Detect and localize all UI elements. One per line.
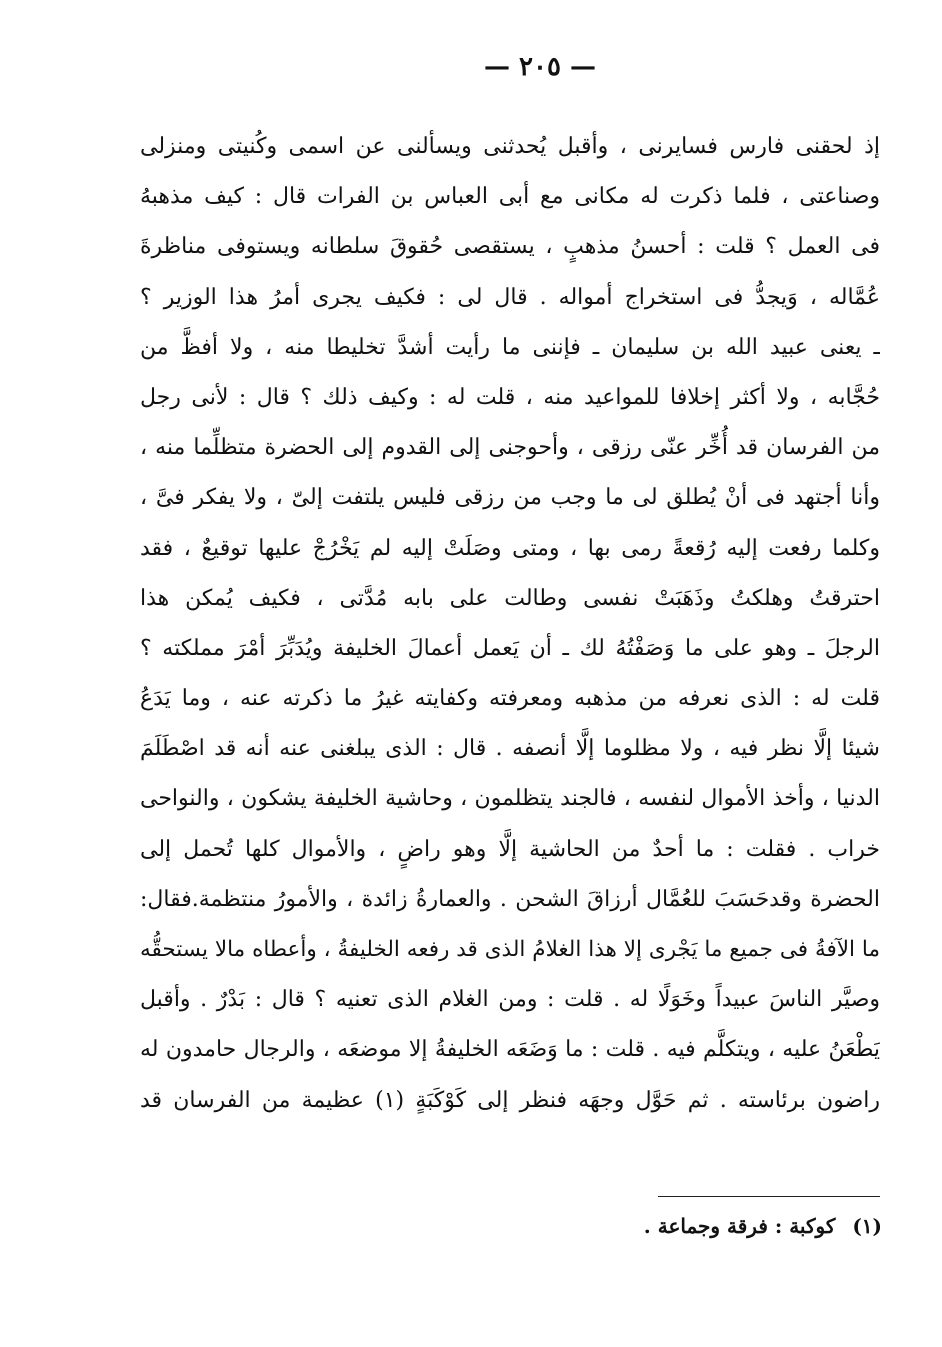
- footnote-text: كوكبة : فرقة وجماعة .: [643, 1214, 836, 1238]
- text-line: الرجلَ ـ وهو على ما وَصَفْتُهُ لك ـ أن يَعمل أعمالَ الخليفة ويُدَبِّرَ أمْرَ مملكته ؟: [140, 635, 880, 661]
- text-line: حُجَّابه ، ولا أكثر إخلافا للمواعيد منه ، قلت له : وكيف ذلك ؟ قال : لأنى رجل: [140, 384, 880, 410]
- footnote-divider: [658, 1196, 880, 1197]
- text-line: راضون برئاسته . ثم حَوَّل وجهَه فنظر إلى كَوْكَبَةٍ (١) عظيمة من الفرسان قد: [140, 1087, 880, 1113]
- text-line: وكلما رفعت إليه رُقعةً رمى بها ، ومتى وصَلَتْ إليه لم يَخْرُجْ عليها توقيعٌ ، فقد: [140, 535, 880, 561]
- text-line: احترقتُ وهلكتُ وذَهَبَتْ نفسى وطالت على بابه مُدَّتى ، فكيف يُمكن هذا: [140, 585, 880, 611]
- text-line: الدنيا ، وأخذ الأموال لنفسه ، فالجند يتظلمون ، وحاشية الخليفة يشكون ، والنواحى: [140, 786, 880, 812]
- text-line: ما الآفةُ فى جميع ما يَجْرى إلا هذا الغلامُ الذى قد رفعه الخليفةُ ، وأعطاه مالا يستحقُّه: [140, 937, 880, 962]
- text-line: فى العمل ؟ قلت : أحسنُ مذهبٍ ، يستقصى حُقوقَ سلطانه ويستوفى مناظرةَ: [140, 234, 880, 260]
- footnote: [500, 1214, 882, 1238]
- text-line: قلت له : الذى نعرفه من مذهبه ومعرفته وكفايته غيرُ ما ذكرته عنه ، وما يَدَعُ: [140, 686, 880, 712]
- page-number: — ٢٠٥ —: [483, 52, 597, 82]
- text-line: يَطْعَنُ عليه ، ويتكلَّم فيه . قلت : ما وَضَعَه الخليفةُ إلا موضعَه ، والرجال حامدون له: [140, 1037, 880, 1063]
- text-line: إذ لحقنى فارس فسايرنى ، وأقبل يُحدثنى ويسألنى عن اسمى وكُنيتى ومنزلى: [140, 134, 880, 159]
- text-line: وأنا أجتهد فى أنْ يُطلق لى ما وجب من رزقى فليس يلتفت إلىّ ، ولا يفكر فىَّ ،: [140, 485, 880, 511]
- footnote-marker: (١): [852, 1214, 882, 1238]
- text-line: وصناعتى ، فلما ذكرت له مكانى مع أبى العباس بن الفرات قال : كيف مذهبهُ: [140, 184, 880, 210]
- text-line: عُمَّاله ، وَيجدُّ فى استخراج أمواله . قال لى : فكيف يجرى أمرُ هذا الوزير ؟: [140, 284, 880, 310]
- text-line: من الفرسان قد أُخِّر عنّى رزقى ، وأحوجنى إلى القدوم إلى الحضرة متظلِّما منه ،: [140, 435, 880, 461]
- text-line: خراب . فقلت : ما أحدٌ من الحاشية إلَّا وهو راضٍ ، والأموال كلها تُحمل إلى: [140, 836, 880, 862]
- text-line: ـ يعنى عبيد الله بن سليمان ـ فإننى ما رأيت أشدَّ تخليطا منه ، ولا أفظَّ من: [140, 334, 880, 360]
- body-text: [140, 122, 880, 1126]
- text-line: وصيَّر الناسَ عبيداً وخَوَلًا له . قلت : ومن الغلام الذى تعنيه ؟ قال : بَدْرٌ . وأقبل: [140, 987, 880, 1013]
- text-line: الحضرة وقدحَسَبَ للعُمَّال أرزاقَ الشحن . والعمارةُ زائدة ، والأمورُ منتظمة.فقال:: [140, 886, 880, 912]
- text-line: شيئا إلَّا نظر فيه ، ولا مظلوما إلَّا أنصفه . قال : الذى يبلغنى عنه أنه قد اصْطَلَمَ: [140, 736, 880, 762]
